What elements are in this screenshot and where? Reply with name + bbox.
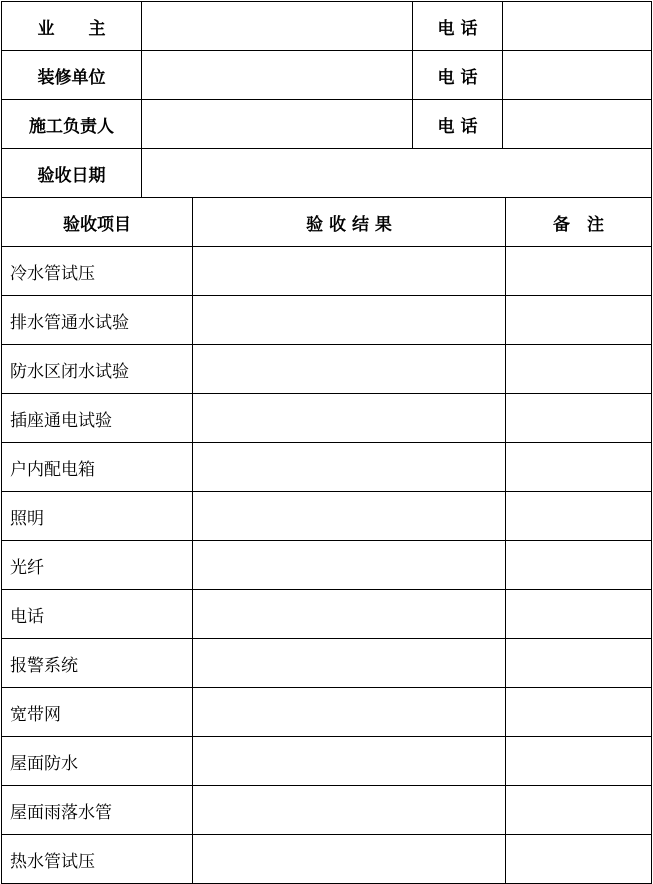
item-remark[interactable]: [506, 492, 652, 541]
contractor-phone-value[interactable]: [503, 51, 652, 100]
item-remark[interactable]: [506, 443, 652, 492]
item-result[interactable]: [193, 492, 506, 541]
item-name: 屋面雨落水管: [2, 786, 193, 835]
table-row: [1, 345, 652, 394]
contractor-phone-label: 电 话: [413, 51, 503, 100]
item-name: 冷水管试压: [2, 247, 193, 296]
owner-phone-label: 电 话: [413, 2, 503, 51]
table-row: [1, 394, 652, 443]
table-row: [1, 688, 652, 737]
manager-phone-value[interactable]: [503, 100, 652, 149]
item-remark[interactable]: [506, 590, 652, 639]
item-name: 防水区闭水试验: [2, 345, 193, 394]
item-name: 热水管试压: [2, 835, 193, 884]
item-result[interactable]: [193, 443, 506, 492]
item-remark[interactable]: [506, 296, 652, 345]
item-remark[interactable]: [506, 688, 652, 737]
item-remark[interactable]: [506, 247, 652, 296]
owner-row: [1, 1, 652, 51]
item-name: 报警系统: [2, 639, 193, 688]
date-row: [1, 149, 652, 198]
manager-phone-label: 电 话: [413, 100, 503, 149]
item-name: 光纤: [2, 541, 193, 590]
item-result[interactable]: [193, 394, 506, 443]
date-label: 验收日期: [2, 149, 142, 198]
item-result[interactable]: [193, 247, 506, 296]
owner-phone-value[interactable]: [503, 2, 652, 51]
item-result[interactable]: [193, 296, 506, 345]
item-name: 屋面防水: [2, 737, 193, 786]
item-result[interactable]: [193, 590, 506, 639]
item-result[interactable]: [193, 786, 506, 835]
item-remark[interactable]: [506, 541, 652, 590]
header-remark: 备 注: [506, 198, 652, 247]
table-row: [1, 296, 652, 345]
date-value[interactable]: [142, 149, 652, 198]
item-remark[interactable]: [506, 345, 652, 394]
table-row: [1, 492, 652, 541]
table-row: [1, 590, 652, 639]
table-row: [1, 639, 652, 688]
contractor-row: [1, 51, 652, 100]
item-result[interactable]: [193, 737, 506, 786]
item-name: 排水管通水试验: [2, 296, 193, 345]
contractor-value[interactable]: [142, 51, 413, 100]
manager-value[interactable]: [142, 100, 413, 149]
item-name: 插座通电试验: [2, 394, 193, 443]
table-row: [1, 786, 652, 835]
contractor-label: 装修单位: [2, 51, 142, 100]
item-result[interactable]: [193, 541, 506, 590]
item-result[interactable]: [193, 835, 506, 884]
items-header-row: [1, 198, 652, 247]
item-remark[interactable]: [506, 394, 652, 443]
item-remark[interactable]: [506, 639, 652, 688]
item-result[interactable]: [193, 688, 506, 737]
item-result[interactable]: [193, 639, 506, 688]
table-row: [1, 541, 652, 590]
header-item: 验收项目: [2, 198, 193, 247]
item-remark[interactable]: [506, 835, 652, 884]
manager-label: 施工负责人: [2, 100, 142, 149]
table-row: [1, 443, 652, 492]
owner-value[interactable]: [142, 2, 413, 51]
item-remark[interactable]: [506, 786, 652, 835]
table-row: [1, 835, 652, 884]
header-result: 验 收 结 果: [193, 198, 506, 247]
item-name: 电话: [2, 590, 193, 639]
item-name: 照明: [2, 492, 193, 541]
item-result[interactable]: [193, 345, 506, 394]
manager-row: [1, 100, 652, 149]
table-row: [1, 247, 652, 296]
owner-label: 业 主: [2, 2, 142, 51]
item-name: 户内配电箱: [2, 443, 193, 492]
table-row: [1, 737, 652, 786]
item-remark[interactable]: [506, 737, 652, 786]
item-name: 宽带网: [2, 688, 193, 737]
